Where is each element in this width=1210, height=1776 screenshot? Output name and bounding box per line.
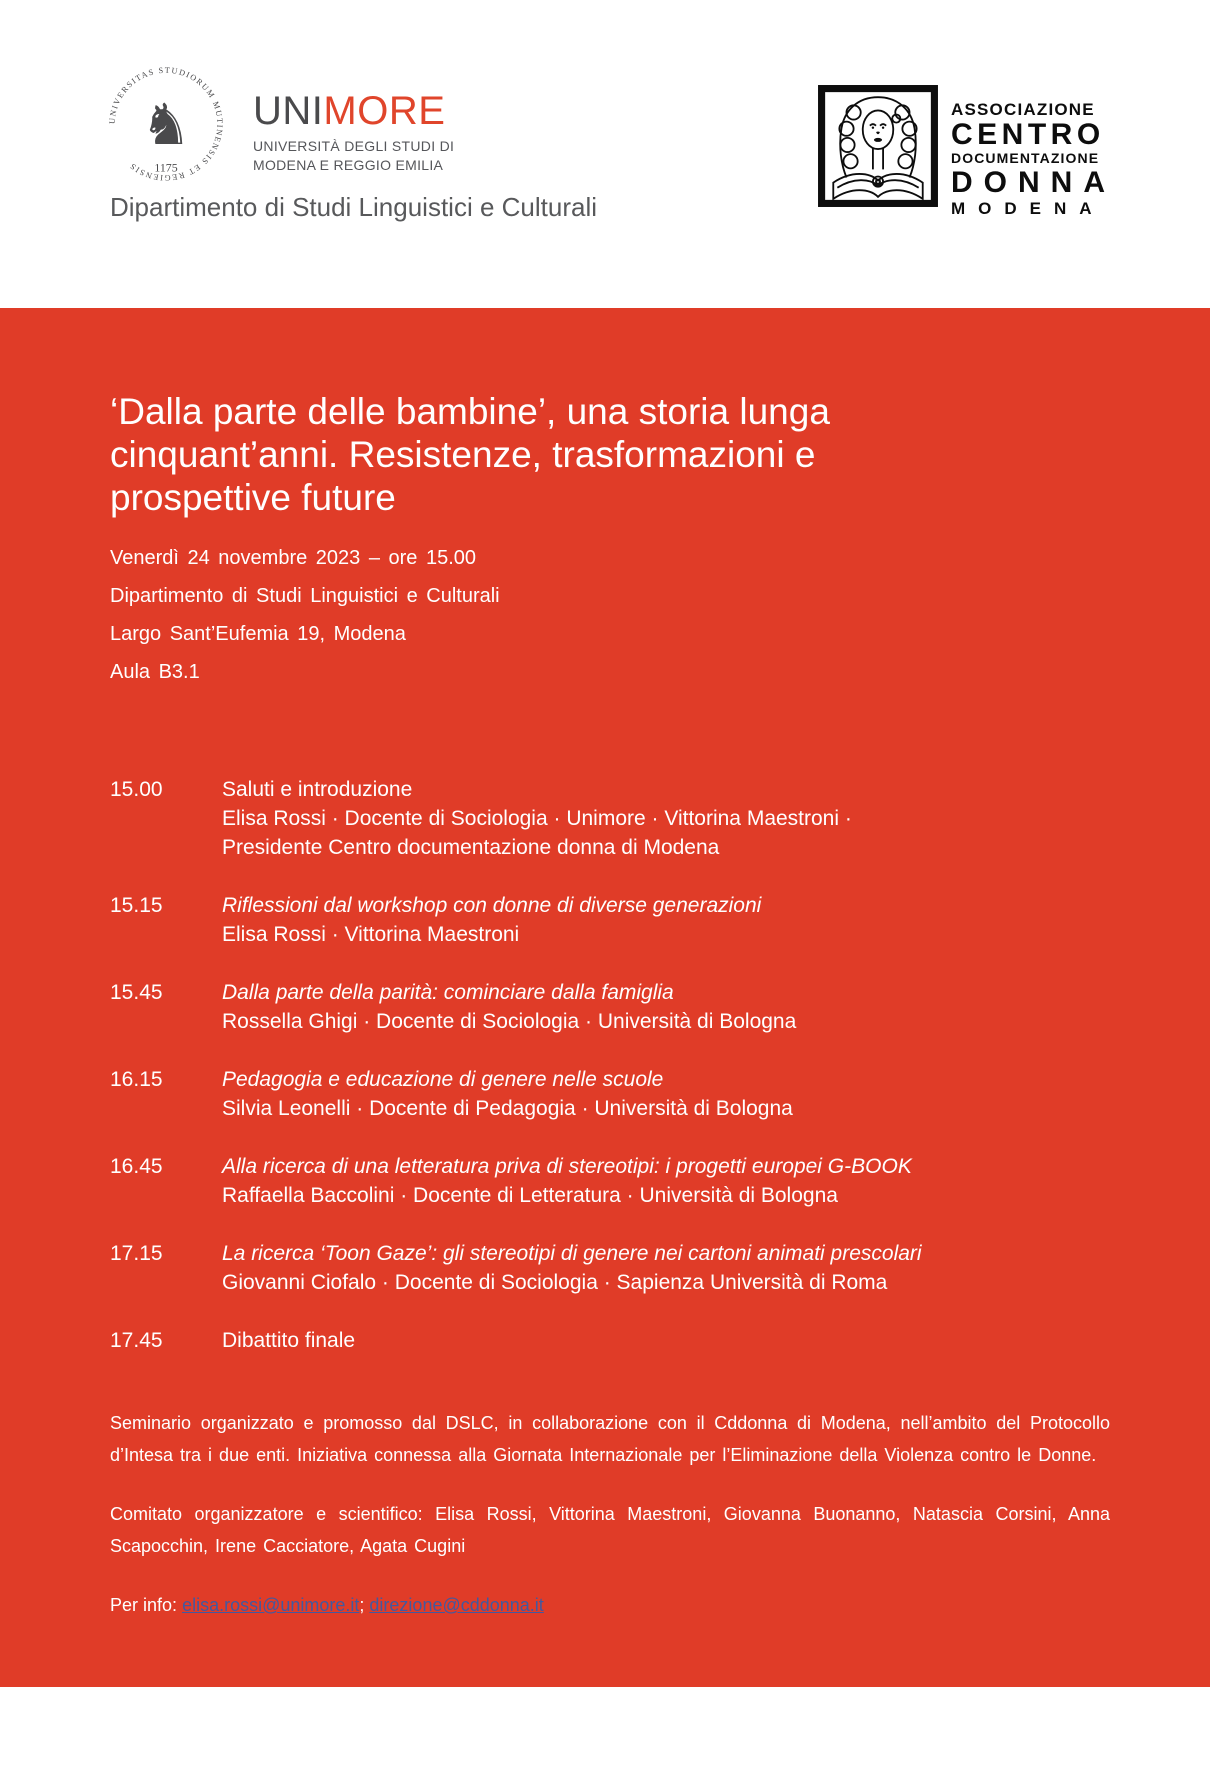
- session-speakers: Giovanni Ciofalo · Docente di Sociologia · Sapienza Università di Roma: [222, 1271, 888, 1294]
- info-line: [110, 1589, 1110, 1621]
- email-separator: ;: [359, 1595, 365, 1615]
- session-time: 16.45: [110, 1155, 163, 1178]
- session-body: [222, 1326, 1110, 1355]
- event-department: Dipartimento di Studi Linguistici e Culturali: [110, 585, 500, 607]
- unimore-name-more: MORE: [323, 89, 446, 133]
- cddonna-line-donna: DONNA: [951, 166, 1116, 199]
- session-time: 15.00: [110, 778, 163, 801]
- session-speakers: Elisa Rossi · Docente di Sociologia · Unimore · Vittorina Maestroni ·: [222, 807, 852, 830]
- unimore-seal-icon: [102, 60, 230, 193]
- session-title: Saluti e introduzione: [222, 778, 413, 801]
- session-title: Pedagogia e educazione di genere nelle scuole: [222, 1068, 664, 1091]
- poster-body: [0, 308, 1210, 1687]
- unimore-subtitle: [253, 137, 454, 175]
- cddonna-line-modena: MODENA: [951, 199, 1105, 218]
- event-date: Venerdì 24 novembre 2023 – ore 15.00: [110, 547, 477, 569]
- svg-text:♞: ♞: [140, 92, 192, 159]
- cddonna-line-associazione: ASSOCIAZIONE: [951, 100, 1095, 119]
- session-time: 15.45: [110, 981, 163, 1004]
- session-time: 17.15: [110, 1242, 163, 1265]
- event-address: Largo Sant’Eufemia 19, Modena: [110, 623, 406, 645]
- event-title-line1: ‘Dalla parte delle bambine’, una storia lunga: [110, 391, 830, 432]
- info-label: Per info:: [110, 1595, 178, 1615]
- schedule-session: [110, 978, 1110, 1036]
- email-link-unimore[interactable]: elisa.rossi@unimore.it: [182, 1595, 360, 1615]
- session-time: 15.15: [110, 894, 163, 917]
- schedule-session: [110, 1065, 1110, 1123]
- session-body: [222, 978, 1110, 1036]
- schedule: [110, 775, 1110, 1355]
- session-time: 17.45: [110, 1329, 163, 1352]
- unimore-name: [253, 90, 454, 132]
- footer: [110, 1407, 1110, 1621]
- unimore-subtitle-line1: UNIVERSITÀ DEGLI STUDI DI: [253, 138, 455, 154]
- session-title: Alla ricerca di una letteratura priva di stereotipi: i progetti europei G-BOOK: [222, 1155, 912, 1178]
- session-speakers: Silvia Leonelli · Docente di Pedagogia · Università di Bologna: [222, 1097, 793, 1120]
- unimore-wordmark: [253, 90, 454, 175]
- event-title-line2: cinquant’anni. Resistenze, trasformazioni e: [110, 434, 816, 475]
- session-body: [222, 891, 1110, 949]
- session-speakers: Elisa Rossi · Vittorina Maestroni: [222, 923, 520, 946]
- cddonna-logo-icon: [817, 84, 939, 213]
- event-title: [110, 390, 1110, 519]
- svg-text:1175: 1175: [154, 160, 178, 175]
- email-link-cddonna[interactable]: direzione@cddonna.it: [369, 1595, 544, 1615]
- svg-text:UNIVERSITAS STUDIORUM MUTINENS: UNIVERSITAS STUDIORUM MUTINENSIS ET REGIENSIS: [107, 65, 225, 183]
- department-name: Dipartimento di Studi Linguistici e Culturali: [110, 192, 598, 222]
- session-title: La ricerca ‘Toon Gaze’: gli stereotipi di genere nei cartoni animati prescolari: [222, 1242, 922, 1265]
- committee-note: Comitato organizzatore e scientifico: Elisa Rossi, Vittorina Maestroni, Giovanna Buonanno, Natascia Corsini, Anna Scapocchin, Irene Cacciatore, Agata Cugini: [110, 1504, 1110, 1556]
- session-time: 16.15: [110, 1068, 163, 1091]
- cddonna-line-centro: CENTRO: [951, 118, 1105, 151]
- event-title-line3: prospettive future: [110, 477, 396, 518]
- session-title: Dibattito finale: [222, 1329, 356, 1352]
- session-title: Dalla parte della parità: cominciare dalla famiglia: [222, 981, 674, 1004]
- session-body: [222, 1239, 1110, 1297]
- schedule-session: [110, 1326, 1110, 1355]
- event-room: Aula B3.1: [110, 661, 200, 683]
- cddonna-line-documentazione: DOCUMENTAZIONE: [951, 150, 1100, 166]
- schedule-session: [110, 891, 1110, 949]
- session-speakers: Rossella Ghigi · Docente di Sociologia · Università di Bologna: [222, 1010, 797, 1033]
- session-speakers: Presidente Centro documentazione donna di Modena: [222, 836, 720, 859]
- schedule-session: [110, 1152, 1110, 1210]
- cddonna-wordmark: [951, 100, 1116, 220]
- session-body: [222, 1152, 1110, 1210]
- session-title: Riflessioni dal workshop con donne di diverse generazioni: [222, 894, 762, 917]
- session-speakers: Raffaella Baccolini · Docente di Letteratura · Università di Bologna: [222, 1184, 838, 1207]
- unimore-subtitle-line2: MODENA E REGGIO EMILIA: [253, 157, 444, 173]
- session-body: [222, 775, 1110, 862]
- schedule-session: [110, 1239, 1110, 1297]
- schedule-session: [110, 775, 1110, 862]
- unimore-name-uni: UNI: [253, 89, 324, 133]
- session-body: [222, 1065, 1110, 1123]
- event-details: [110, 539, 1110, 691]
- seminar-note: Seminario organizzato e promosso dal DSLC, in collaborazione con il Cddonna di Modena, nell’ambito del Protocollo d’Intesa tra i due enti. Iniziativa connessa alla Giornata Internazionale per l’Eliminazione della Violenza contro le Donne.: [110, 1413, 1110, 1465]
